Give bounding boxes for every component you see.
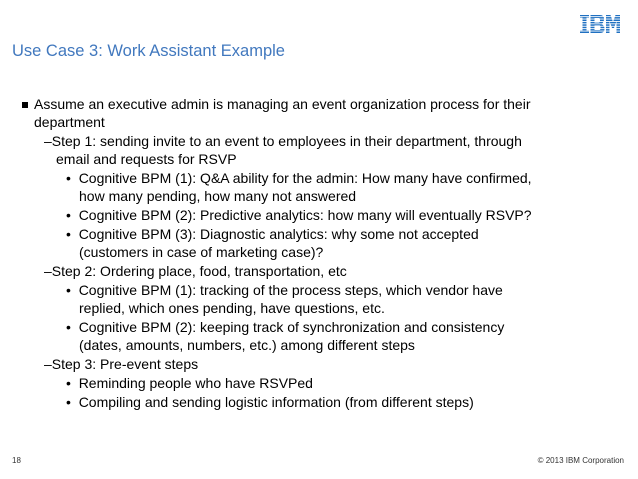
square-bullet-icon [22, 102, 28, 108]
list-item-step3: –Step 3: Pre-event steps [44, 356, 199, 372]
list-item-s3b1: • Reminding people who have RSVPed [66, 375, 313, 391]
dot-bullet-icon: • [66, 319, 71, 335]
list-item-s1b1-cont: how many pending, how many not answered [79, 188, 357, 204]
dash-bullet-icon: – [44, 263, 52, 279]
page-number: 18 [12, 456, 21, 465]
list-item-s2b2: • Cognitive BPM (2): keeping track of synchronization and consistency [66, 319, 505, 335]
dot-bullet-icon: • [66, 226, 71, 242]
list-item-s3b2: • Compiling and sending logistic information (from different steps) [66, 394, 474, 410]
slide-title: Use Case 3: Work Assistant Example [12, 42, 285, 60]
dot-bullet-icon: • [66, 207, 71, 223]
list-item-level1: Assume an executive admin is managing an event organization process for their [34, 96, 531, 113]
list-item-s1b3: • Cognitive BPM (3): Diagnostic analytics: why some not accepted [66, 226, 479, 242]
list-item-s2b1: • Cognitive BPM (1): tracking of the process steps, which vendor have [66, 282, 503, 298]
dash-bullet-icon: – [44, 133, 52, 149]
list-item-s2b2-cont: (dates, amounts, numbers, etc.) among different steps [79, 337, 415, 353]
list-item-s1b3-cont: (customers in case of marketing case)? [79, 244, 324, 260]
copyright-text: © 2013 IBM Corporation [537, 456, 624, 465]
list-item-step1-cont: email and requests for RSVP [56, 151, 237, 167]
ibm-logo [580, 14, 620, 34]
dot-bullet-icon: • [66, 170, 71, 186]
list-item-s2b1-cont: replied, which ones pending, have questions, etc. [79, 300, 385, 316]
dot-bullet-icon: • [66, 394, 71, 410]
list-item-step2: –Step 2: Ordering place, food, transportation, etc [44, 263, 347, 279]
list-item-s1b2: • Cognitive BPM (2): Predictive analytics: how many will eventually RSVP? [66, 207, 532, 223]
dot-bullet-icon: • [66, 282, 71, 298]
dash-bullet-icon: – [44, 356, 52, 372]
list-item-step1: –Step 1: sending invite to an event to employees in their department, through [44, 133, 522, 149]
dot-bullet-icon: • [66, 375, 71, 391]
list-item-s1b1: • Cognitive BPM (1): Q&A ability for the admin: How many have confirmed, [66, 170, 532, 186]
list-item-level1-cont: department [34, 114, 105, 130]
